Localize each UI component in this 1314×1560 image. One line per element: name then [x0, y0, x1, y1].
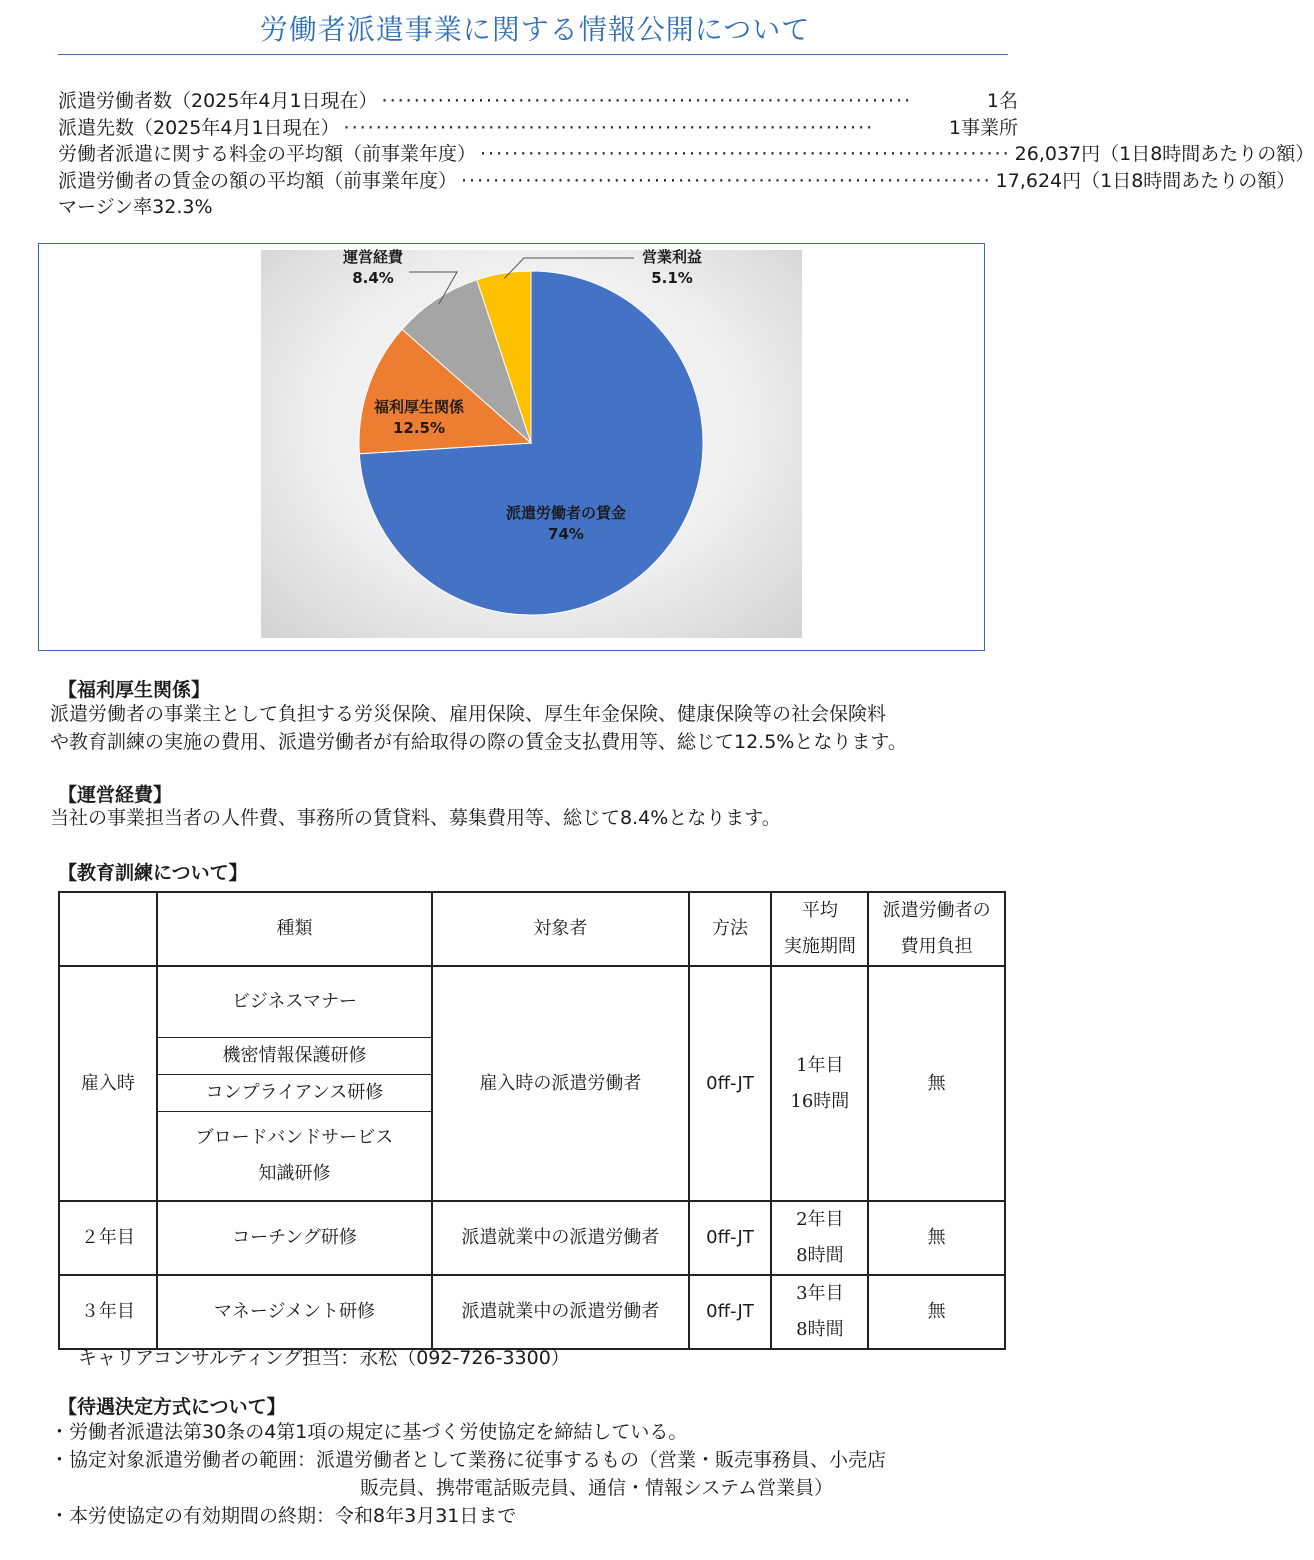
leader-dots: ··································································: [480, 143, 1011, 165]
row-cost: 無: [868, 1201, 1005, 1275]
bullet-mark: ・: [50, 1505, 70, 1527]
bullet-mark: ・: [50, 1421, 70, 1443]
slice-name-label: 運営経費: [342, 248, 404, 266]
row-type: コーチング研修: [157, 1201, 432, 1275]
row-cost: 無: [868, 966, 1005, 1201]
type-item: コンプライアンス研修: [158, 1074, 431, 1111]
period-line: 2年目: [796, 1209, 844, 1230]
bullet-text: 労働者派遣法第30条の4第1項の規定に基づく労使協定を締結している。: [69, 1421, 688, 1443]
title-underline: [58, 54, 1008, 55]
header-period-line: 平均: [801, 900, 838, 921]
slice-value-label: 74%: [548, 525, 584, 543]
period-line: 1年目: [796, 1054, 844, 1076]
stat-label: 労働者派遣に関する料金の平均額（前事業年度）: [58, 143, 477, 165]
stat-value: 1名: [986, 90, 1018, 112]
slice-value-label: 12.5%: [392, 419, 446, 437]
table-row: [59, 1275, 1005, 1349]
operating-heading: 【運営経費】: [58, 784, 173, 806]
type-item: ビジネスマナー: [231, 991, 358, 1012]
stat-value: 26,037円（1日8時間あたりの額）: [1014, 143, 1314, 165]
row-method: 0ff-JT: [689, 966, 772, 1201]
row-target: 派遣就業中の派遣労働者: [432, 1275, 688, 1349]
row-cost: 無: [868, 1275, 1005, 1349]
stat-value: 17,624円（1日8時間あたりの額）: [995, 169, 1296, 192]
table-row: [59, 1201, 1005, 1275]
period-line: 8時間: [796, 1245, 844, 1266]
treatment-heading: 【待遇決定方式について】: [58, 1396, 286, 1418]
stat-row: [58, 141, 1314, 168]
header-timing: [59, 892, 157, 966]
stat-label: 派遣労働者数（2025年4月1日現在）: [58, 90, 378, 112]
leader-dots: ··································································: [381, 90, 913, 112]
row-target: 派遣就業中の派遣労働者: [432, 1201, 688, 1275]
row-period: [771, 1275, 868, 1349]
list-item: [50, 1418, 1040, 1446]
bullet-text: 協定対象派遣労働者の範囲：派遣労働者として業務に従事するもの（営業・販売事務員、小売店: [69, 1449, 887, 1471]
leader-dots: ··································································: [461, 169, 992, 192]
type-item-line: 知識研修: [258, 1163, 331, 1184]
training-heading: 【教育訓練について】: [58, 862, 248, 884]
period-line: 8時間: [796, 1319, 844, 1340]
welfare-line: 派遣労働者の事業主として負担する労災保険、雇用保険、厚生年金保険、健康保険等の社会保険料: [50, 703, 887, 725]
training-table: [58, 891, 1006, 1350]
header-cost-line: 派遣労働者の: [882, 900, 991, 921]
career-consulting-contact: キャリアコンサルティング担当：永松（092-726-3300）: [78, 1347, 570, 1369]
stat-label: 派遣労働者の賃金の額の平均額（前事業年度）: [58, 169, 458, 192]
row-target: 雇入時の派遣労働者: [432, 966, 688, 1201]
row-timing: ３年目: [59, 1275, 157, 1349]
row-period: [771, 966, 868, 1201]
slice-name-label: 派遣労働者の賃金: [505, 504, 627, 522]
period-line: 16時間: [790, 1090, 850, 1112]
header-target: 対象者: [432, 892, 688, 966]
row-method: 0ff-JT: [689, 1201, 772, 1275]
operating-line: 当社の事業担当者の人件費、事務所の賃貸料、募集費用等、総じて8.4%となります。: [50, 807, 781, 829]
type-item: 機密情報保護研修: [158, 1037, 431, 1074]
header-cost-line: 費用負担: [900, 936, 973, 957]
slice-name-label: 福利厚生関係: [373, 398, 465, 416]
stat-value: 1事業所: [948, 116, 1018, 139]
stat-row: [58, 88, 1018, 115]
type-item: [158, 1111, 431, 1200]
list-item: [50, 1446, 1040, 1474]
welfare-heading: 【福利厚生関係】: [58, 679, 211, 701]
header-period-line: 実施期間: [783, 936, 856, 957]
cost-breakdown-pie-chart: [261, 250, 802, 638]
bullet-continuation: 販売員、携帯電話販売員、通信・情報システム営業員）: [360, 1477, 834, 1499]
operating-description: [50, 804, 1040, 832]
row-timing: 雇入時: [59, 966, 157, 1201]
bullet-mark: ・: [50, 1449, 70, 1471]
type-item-line: ブロードバンドサービス: [195, 1127, 394, 1148]
dispatch-stats: [58, 88, 1314, 221]
slice-value-label: 8.4%: [352, 269, 394, 287]
header-cost: [868, 892, 1005, 966]
row-timing: ２年目: [59, 1201, 157, 1275]
table-row: [59, 966, 1005, 1201]
row-period: [771, 1201, 868, 1275]
header-type: 種類: [157, 892, 432, 966]
page-title: 労働者派遣事業に関する情報公開について: [259, 13, 811, 46]
margin-rate: マージン率32.3%: [58, 196, 213, 218]
header-period: [771, 892, 868, 966]
treatment-list: [50, 1418, 1040, 1530]
slice-value-label: 5.1%: [651, 269, 693, 287]
bullet-text: 本労使協定の有効期間の終期：令和8年3月31日まで: [69, 1505, 517, 1527]
welfare-line: や教育訓練の実施の費用、派遣労働者が有給取得の際の賃金支払費用等、総じて12.5%となります。: [50, 731, 907, 753]
row-types: [157, 966, 432, 1201]
period-line: 3年目: [796, 1283, 844, 1304]
slice-name-label: 営業利益: [641, 248, 703, 266]
stat-label: 派遣先数（2025年4月1日現在）: [58, 116, 340, 139]
stat-row: [58, 168, 1296, 195]
list-item: [50, 1502, 1040, 1530]
row-method: 0ff-JT: [689, 1275, 772, 1349]
welfare-description: [50, 700, 1040, 756]
row-type: マネージメント研修: [157, 1275, 432, 1349]
stat-row: [58, 115, 1018, 142]
header-method: 方法: [689, 892, 772, 966]
table-header-row: [59, 892, 1005, 966]
leader-dots: ··································································: [343, 116, 875, 139]
